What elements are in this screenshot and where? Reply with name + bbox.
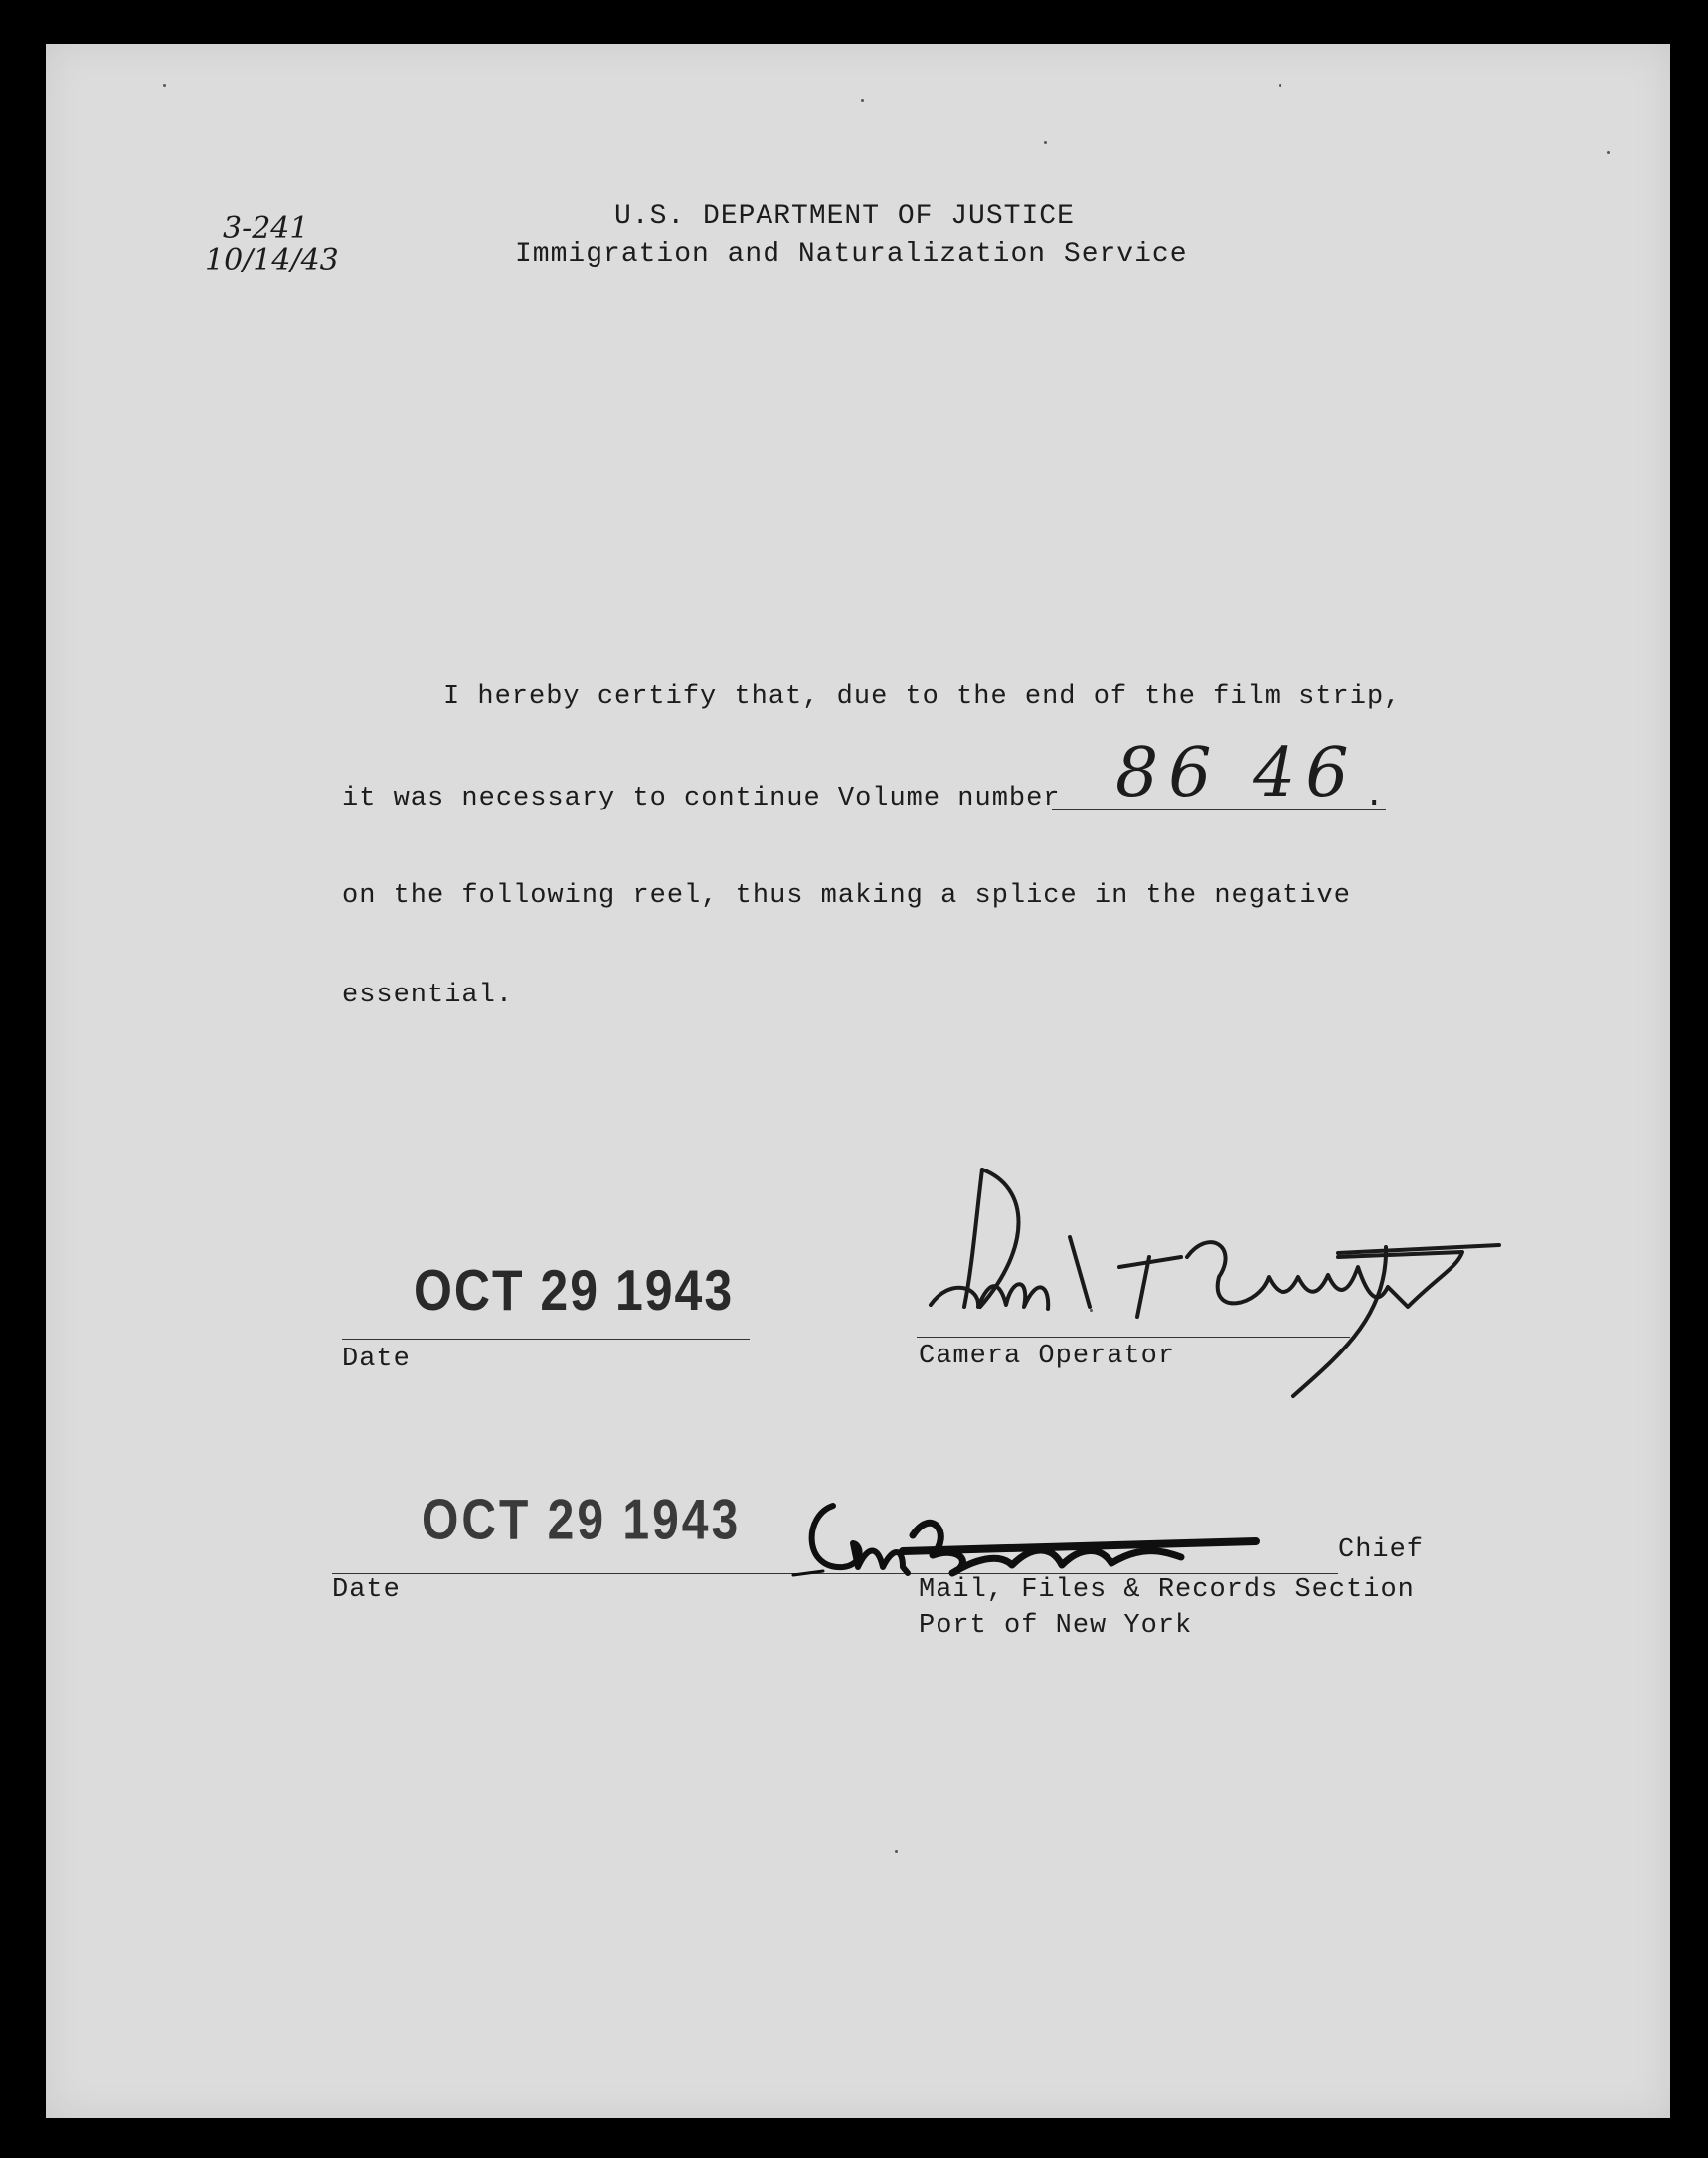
- port-title: Port of New York: [919, 1611, 1193, 1641]
- records-section-title: Mail, Files & Records Section: [919, 1575, 1415, 1605]
- department-heading: U.S. DEPARTMENT OF JUSTICE: [614, 201, 1075, 232]
- speck: [1090, 1309, 1093, 1312]
- body-line-1: I hereby certify that, due to the end of the film strip,: [443, 682, 1402, 712]
- body-line-4: essential.: [342, 981, 514, 1010]
- volume-number: 86 46: [1115, 734, 1359, 812]
- date-stamp-1: OCT 29 1943: [414, 1258, 735, 1323]
- date-label-1: Date: [342, 1345, 411, 1374]
- camera-operator-label: Camera Operator: [919, 1342, 1176, 1371]
- date-stamp-2: OCT 29 1943: [422, 1489, 742, 1552]
- chief-title: Chief: [1338, 1535, 1425, 1565]
- form-date: 10/14/43: [205, 243, 339, 277]
- speck: [1044, 141, 1047, 144]
- form-number: 3-241: [223, 211, 309, 246]
- document-page: [46, 44, 1670, 2118]
- speck: [163, 84, 166, 87]
- date-line-1: [342, 1339, 750, 1340]
- volume-number-period: .: [1364, 778, 1386, 815]
- body-line-3: on the following reel, thus making a splice in the negative: [342, 881, 1351, 911]
- speck: [861, 99, 864, 102]
- camera-operator-signature: [921, 1158, 1477, 1386]
- speck: [1279, 84, 1281, 87]
- body-line-2: it was necessary to continue Volume number: [342, 784, 1061, 813]
- speck: [895, 1850, 898, 1853]
- speck: [1607, 151, 1610, 154]
- service-heading: Immigration and Naturalization Service: [515, 239, 1188, 270]
- date-label-2: Date: [332, 1575, 401, 1605]
